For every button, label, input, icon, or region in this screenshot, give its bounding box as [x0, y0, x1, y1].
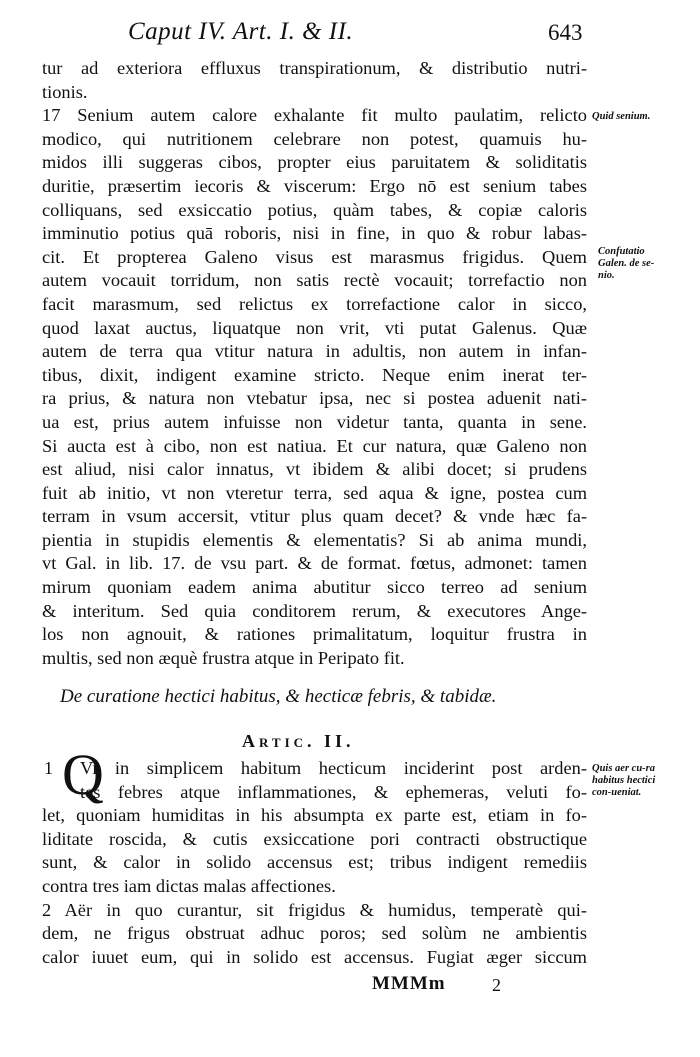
text-line: terram in vsum accersit, vtitur plus quam decet? & vnde hæc fa- [42, 506, 587, 527]
article-1-text [42, 57, 587, 670]
text-line: imminutio potius quā roboris, nisi in fine, in quo & robur labas- [42, 223, 587, 244]
text-line: 2 Aër in quo curantur, sit frigidus & humidus, temperatè qui- [42, 899, 587, 920]
section-title: De curatione hectici habitus, & hecticæ febris, & tabidæ. [60, 686, 497, 707]
text-line: cit. Et propterea Galeno visus est marasmus frigidus. Quem [42, 246, 587, 267]
text-line: facit marasmum, sed relictus ex torrefactione calor in sicco, [42, 293, 587, 314]
text-line: calor iuuet eum, qui in solido est accensus. Fugiat æger siccum [42, 946, 587, 967]
text-line: autem vocauit torridum, non satis rectè vocauit; torrefactio non [42, 270, 587, 291]
text-line: contra tres iam dictas malas affectiones. [42, 875, 336, 896]
text-line: los non agnouit, & rationes primalitatum, loquitur frustra in [42, 624, 587, 645]
text-line: midos illi suggeras cibos, propter eius paruitatem & soliditatis [42, 152, 587, 173]
page-header [0, 18, 700, 52]
text-line: vt Gal. in lib. 17. de vsu part. & de format. fœtus, admonet: tamen [42, 553, 587, 574]
signature-mark: MMMm [372, 973, 446, 994]
text-line: pientia in stupidis elementis & elementatis? Si ab anima mundi, [42, 529, 587, 550]
text-line: mirum quoniam eadem anima abutitur sicco terreo ad senium [42, 577, 587, 598]
margin-note-quis-aer: Quis aer cu-ra habitus hectici con-ueniat. [592, 763, 656, 798]
text-line: tes febres atque inflammationes, & ephemeras, veluti fo- [80, 781, 587, 802]
text-line: Si aucta est à cibo, non est natiua. Et cur natura, quæ Galeno non [42, 435, 587, 456]
text-line: autem de terra qua vtitur natura in adultis, non autem in infan- [42, 341, 587, 362]
text-line: sunt, & calor in solido accensus est; tribus indigent remediis [42, 852, 587, 873]
article-heading: Artic. II. [242, 731, 355, 751]
running-title: Caput IV. Art. I. & II. [128, 18, 354, 45]
text-line: quod laxat auctus, liquatque non vrit, vti putat Galenus. Quæ [42, 317, 587, 338]
text-line: multis, sed non æquè frustra atque in Peripato fit. [42, 647, 405, 668]
text-line: colliquans, sed exsiccatio potius, quàm tabes, & copiæ caloris [42, 199, 587, 220]
text-line: ua est, prius autem infuisse non videtur tanta, quanta in sene. [42, 411, 587, 432]
text-line: modico, qui nutritionem celebrare non potest, quamuis hu- [42, 128, 587, 149]
text-line: tionis. [42, 81, 88, 102]
text-line: & interitum. Sed quia conditorem rerum, & executores Ange- [42, 600, 587, 621]
text-line: 17 Senium autem calore exhalante fit multo paulatim, relicto [42, 105, 587, 126]
article-2-text [42, 757, 587, 969]
signature-number: 2 [492, 975, 501, 995]
text-line: duritie, præsertim iecoris & viscerum: Ergo nō est senium tabes [42, 175, 587, 196]
text-line: dem, ne frigus obstruat adhuc poros; sed solùm ne ambientis [42, 923, 587, 944]
margin-note-confutatio: Confutatio Galen. de se-nio. [598, 246, 655, 281]
text-line: let, quoniam humiditas in his absumpta ex parte est, etiam in fo- [42, 805, 587, 826]
text-line: est aliud, nisi calor innatus, vt ibidem & alibi docet; si prudens [42, 459, 587, 480]
text-line: Vi in simplicem habitum hecticum inciderint post arden- [80, 758, 587, 778]
text-line: fuit ab initio, vt non vteretur terra, sed aqua & igne, postea cum [42, 482, 587, 503]
text-line: tibus, dixit, indigent examine stricto. Neque enim inerat ter- [42, 364, 587, 385]
text-line: ra prius, & natura non vtebatur ipsa, nec si postea aduenit nati- [42, 388, 587, 409]
drop-cap-letter: Q [62, 742, 104, 807]
text-line: tur ad exteriora effluxus transpirationum, & distributio nutri- [42, 58, 587, 78]
margin-note-quid-senium: Quid senium. [592, 111, 651, 122]
paragraph-number: 1 [44, 758, 53, 778]
page-number: 643 [548, 20, 583, 45]
text-line: liditate roscida, & cutis exsiccatione pori contracti obstructique [42, 828, 587, 849]
